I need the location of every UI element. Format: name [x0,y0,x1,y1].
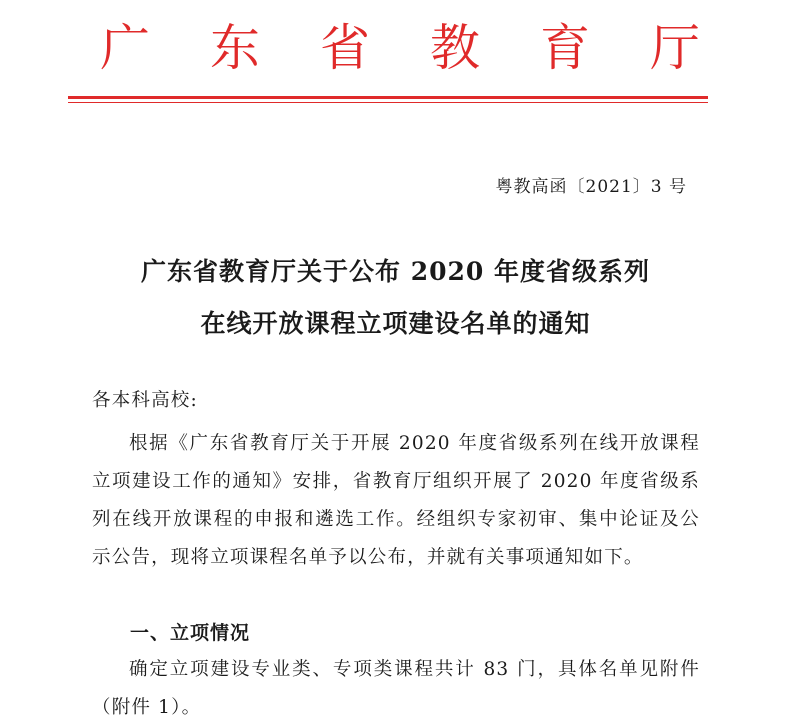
letterhead-char: 教 [430,19,480,77]
document-title-line-2: 在线开放课程立项建设名单的通知 [200,309,591,338]
body-paragraph: 根据《广东省教育厅关于开展 2020 年度省级系列在线开放课程立项建设工作的通知》安排，省教育厅组织开展了 2020 年度省级系列在线开放课程的申报和遴选工作。经组织专家初审、集中论证及公示公告，现将立项课程名单予以公布，并就有关事项通知如下。 [92,433,700,568]
document-number: 粤教高函〔2021〕3 号 [495,177,687,197]
section-heading: 一、立项情况 [130,622,251,644]
letterhead-char: 广 [100,19,150,77]
letterhead-char: 育 [540,19,590,77]
letterhead-char: 厅 [650,19,700,77]
salutation: 各本科高校: [92,390,198,411]
letterhead-char: 东 [210,19,260,77]
document-title-line-1: 广东省教育厅关于公布 2020 年度省级系列 [141,257,650,286]
letterhead-divider-thick [68,96,708,99]
letterhead-divider-thin [68,102,708,103]
section-paragraph: 确定立项建设专业类、专项类课程共计 83 门，具体名单见附件（附件 1）。 [92,659,700,718]
letterhead-title [100,18,700,78]
letterhead-char: 省 [320,19,370,77]
